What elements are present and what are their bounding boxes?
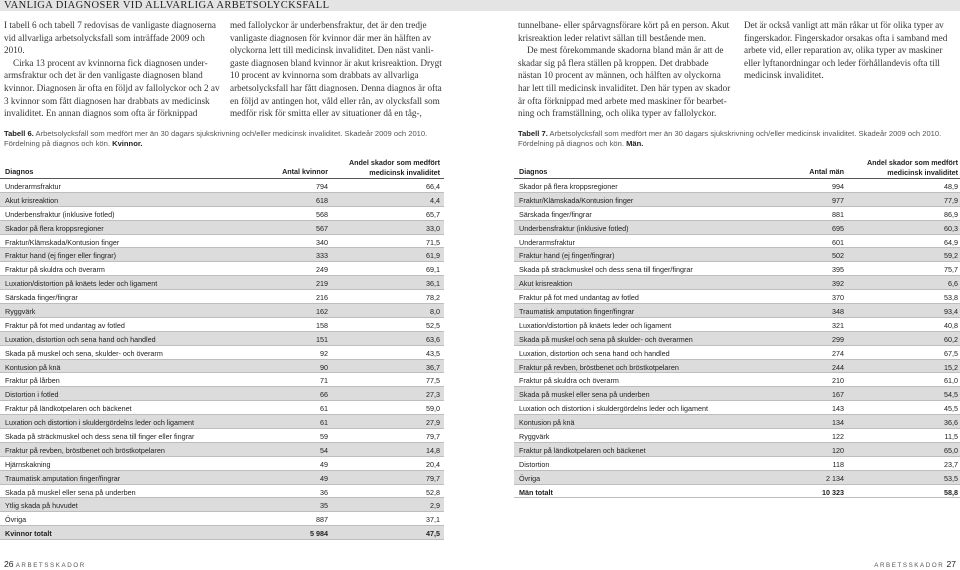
cell-andel: 15,2 (944, 362, 958, 372)
table-row (0, 262, 444, 276)
cell-diagnos: Fraktur/Klämskada/Kontusion finger (519, 195, 634, 205)
cell-andel: 64,9 (944, 237, 958, 247)
cell-diagnos: Kvinnor totalt (5, 529, 52, 539)
table-row (0, 179, 444, 193)
table-row (514, 415, 960, 429)
table-row (0, 346, 444, 360)
table-row (514, 221, 960, 235)
table-row (0, 248, 444, 262)
cell-antal: 568 (316, 209, 328, 219)
cell-antal: 695 (832, 223, 844, 233)
cell-andel: 61,9 (426, 251, 440, 261)
table-row (514, 318, 960, 332)
column-header-antal: Antal kvinnor (282, 167, 328, 176)
table-row (0, 498, 444, 512)
cell-andel: 75,7 (944, 265, 958, 275)
paragraph: tunnelbane- eller spårvagnsförare kört på en person. Akut krisreaktion leder relativt sällan till bestående men. (518, 20, 730, 43)
column-header-andel: Andel skador som medfört medicinsk invaliditet (348, 158, 440, 177)
footer-right (874, 559, 956, 569)
cell-diagnos: Luxation och distortion i skuldergördelns leder och ligament (5, 418, 194, 428)
cell-diagnos: Underarmsfraktur (519, 237, 575, 247)
cell-andel: 59,2 (944, 251, 958, 261)
table-row (514, 360, 960, 374)
cell-antal: 59 (320, 432, 328, 442)
cell-diagnos: Fraktur på fot med undantag av fotled (519, 293, 639, 303)
cell-diagnos: Distortion i fotled (5, 390, 59, 400)
cell-andel: 54,5 (944, 390, 958, 400)
cell-antal: 71 (320, 376, 328, 386)
cell-antal: 35 (320, 501, 328, 511)
cell-antal: 90 (320, 362, 328, 372)
cell-antal: 54 (320, 445, 328, 455)
footer-brand: ARBETSSKADOR (874, 562, 945, 569)
cell-antal: 333 (316, 251, 328, 261)
column-header-diagnos: Diagnos (5, 167, 34, 176)
cell-diagnos: Skada på muskel eller sena på underben (5, 487, 136, 497)
cell-andel: 20,4 (426, 459, 440, 469)
cell-diagnos: Underarmsfraktur (5, 182, 61, 191)
cell-antal: 118 (832, 459, 844, 469)
cell-diagnos: Skador på flera kroppsregioner (519, 182, 618, 191)
cell-diagnos: Skada på muskel och sena på skulder- och överarmen (519, 334, 693, 344)
table-row (514, 304, 960, 318)
cell-diagnos: Övriga (519, 473, 541, 483)
cell-antal: 36 (320, 487, 328, 497)
cell-antal: 392 (832, 279, 844, 289)
table-row (514, 193, 960, 207)
table-row (0, 429, 444, 443)
cell-antal: 158 (316, 320, 328, 330)
cell-andel: 6,6 (948, 279, 958, 289)
cell-diagnos: Luxation/distortion på knäets leder och ligament (5, 279, 158, 289)
table-row (0, 387, 444, 401)
cell-antal: 321 (832, 320, 844, 330)
cell-andel: 63,6 (426, 334, 440, 344)
cell-andel: 65,0 (944, 445, 958, 455)
table-row (514, 346, 960, 360)
table-row (514, 290, 960, 304)
cell-andel: 67,5 (944, 348, 958, 358)
cell-antal: 887 (316, 515, 328, 525)
cell-antal: 994 (832, 182, 844, 191)
cell-antal: 977 (832, 195, 844, 205)
cell-diagnos: Hjärnskakning (5, 459, 51, 469)
table-row (514, 207, 960, 221)
cell-andel: 47,5 (426, 529, 440, 539)
table-row (0, 304, 444, 318)
paragraph: De mest förekommande skadorna bland män är att de skadar sig på flera ställen på kroppen. Det drabbade nästan 10 procent av männen, och hälften av olyckorna har lett till medicinsk invaliditet. Den här typen av skador är ofta förknippad med arbete med maskiner för bearbetning och framställning, och olika typer av fallolyckor. (518, 45, 731, 119)
table-row (514, 443, 960, 457)
cell-andel: 11,5 (944, 432, 958, 442)
cell-antal: 162 (316, 307, 328, 317)
cell-antal: 395 (832, 265, 844, 275)
table-row (514, 248, 960, 262)
cell-diagnos: Fraktur på ländkotpelaren och bäckenet (519, 445, 646, 455)
cell-andel: 52,5 (426, 320, 440, 330)
table-7 (514, 160, 960, 498)
table-row (0, 457, 444, 471)
table-row (514, 235, 960, 249)
cell-andel: 65,7 (426, 209, 440, 219)
table-row (0, 332, 444, 346)
cell-diagnos: Fraktur på revben, bröstbenet och bröstkotpelaren (5, 445, 165, 455)
cell-diagnos: Luxation och distortion i skuldergördelns leder och ligament (519, 404, 708, 414)
table-header (0, 160, 444, 179)
cell-diagnos: Män totalt (519, 487, 553, 497)
cell-antal: 210 (832, 376, 844, 386)
cell-diagnos: Underbensfraktur (inklusive fotled) (519, 223, 629, 233)
cell-diagnos: Luxation, distortion och sena hand och handled (519, 348, 670, 358)
cell-diagnos: Särskada finger/fingrar (519, 209, 592, 219)
text-column-1 (4, 19, 220, 120)
cell-antal: 502 (832, 251, 844, 261)
cell-antal: 340 (316, 237, 328, 247)
cell-diagnos: Kontusion på knä (5, 362, 61, 372)
cell-diagnos: Fraktur på fot med undantag av fotled (5, 320, 125, 330)
table-row (0, 276, 444, 290)
cell-diagnos: Fraktur på lårben (5, 376, 60, 386)
cell-andel: 33,0 (426, 223, 440, 233)
text-column-2 (230, 19, 446, 120)
cell-andel: 60,3 (944, 223, 958, 233)
table-6 (0, 160, 444, 540)
cell-antal: 120 (832, 445, 844, 455)
cell-antal: 216 (316, 293, 328, 303)
table-row (0, 415, 444, 429)
cell-antal: 601 (832, 237, 844, 247)
caption-text: Arbetsolycksfall som medfört mer än 30 dagars sjukskrivning och/eller medicinsk invaliditet. Skadeår 2009 och 2010. Fördelning på diagnos och kön. (518, 129, 942, 148)
footer-brand: ARBETSSKADOR (15, 562, 86, 569)
cell-diagnos: Underbensfraktur (inklusive fotled) (5, 209, 115, 219)
cell-andel: 8,0 (430, 307, 440, 317)
cell-diagnos: Fraktur på skuldra och överarm (519, 376, 619, 386)
cell-andel: 48,9 (944, 182, 958, 191)
cell-diagnos: Skador på flera kroppsregioner (5, 223, 104, 233)
column-header-andel: Andel skador som medfört medicinsk invaliditet (866, 158, 958, 177)
cell-andel: 71,5 (426, 237, 440, 247)
cell-andel: 36,6 (944, 418, 958, 428)
table-row (0, 401, 444, 415)
cell-andel: 27,3 (426, 390, 440, 400)
cell-antal: 143 (832, 404, 844, 414)
cell-antal: 618 (316, 195, 328, 205)
cell-diagnos: Luxation/distortion på knäets leder och ligament (519, 320, 672, 330)
caption-text: Arbetsolycksfall som medfört mer än 30 dagars sjukskrivning och/eller medicinsk invaliditet. Skadeår 2009 och 2010. Fördelning på diagnos och kön. (4, 129, 428, 148)
caption-label: Tabell 7. (518, 129, 548, 138)
cell-andel: 58,8 (944, 487, 958, 497)
table-row (0, 512, 444, 526)
paragraph: I tabell 6 och tabell 7 redovisas de vanligaste diagnoserna vid allvarliga arbetsolycksfall som inträffade 2009 och 2010. (4, 20, 217, 56)
cell-antal: 370 (832, 293, 844, 303)
cell-diagnos: Fraktur på skuldra och överarm (5, 265, 105, 275)
cell-antal: 299 (832, 334, 844, 344)
cell-diagnos: Fraktur/Klämskada/Kontusion finger (5, 237, 120, 247)
table-row (514, 332, 960, 346)
cell-antal: 219 (316, 279, 328, 289)
cell-antal: 10 323 (822, 487, 844, 497)
table-row (0, 221, 444, 235)
cell-diagnos: Ryggvärk (519, 432, 550, 442)
table-row (0, 373, 444, 387)
cell-diagnos: Särskada finger/fingrar (5, 293, 78, 303)
cell-diagnos: Skada på muskel eller sena på underben (519, 390, 650, 400)
cell-diagnos: Distortion (519, 459, 550, 469)
cell-antal: 92 (320, 348, 328, 358)
cell-andel: 66,4 (426, 182, 440, 191)
cell-antal: 794 (316, 182, 328, 191)
paragraph: med fallolyckor är underbensfraktur, det är den tredje vanligaste diagnosen för kvinnor där mer än hälften av olyckorna lett till medicinsk invaliditet. Den näst vanligaste diagnosen bland kvinnor är akut krisreaktion. Drygt 10 procent av kvinnorna som drabbats av allvarliga arbetsolycksfall har fått diagnosen. Denna diagnos är ofta en följd av antingen hot, våld eller rån, av olycksfall som medför risk för smitta eller av situationer då en tåg-, (230, 20, 442, 119)
table-row (514, 401, 960, 415)
caption-label: Tabell 6. (4, 129, 34, 138)
table-row (0, 485, 444, 499)
text-column-3 (518, 19, 734, 120)
table-row (0, 360, 444, 374)
cell-andel: 69,1 (426, 265, 440, 275)
table-7-caption (518, 129, 948, 149)
cell-andel: 36,1 (426, 279, 440, 289)
cell-diagnos: Traumatisk amputation finger/fingrar (5, 473, 121, 483)
cell-diagnos: Fraktur på ländkotpelaren och bäckenet (5, 404, 132, 414)
table-6-caption (4, 129, 434, 149)
cell-andel: 40,8 (944, 320, 958, 330)
table-row (514, 387, 960, 401)
cell-diagnos: Övriga (5, 515, 27, 525)
cell-antal: 5 984 (310, 529, 328, 539)
cell-andel: 43,5 (426, 348, 440, 358)
table-row (0, 318, 444, 332)
table-row (514, 262, 960, 276)
cell-andel: 78,2 (426, 293, 440, 303)
cell-diagnos: Kontusion på knä (519, 418, 575, 428)
table-row (0, 443, 444, 457)
cell-diagnos: Fraktur hand (ej finger/fingrar) (519, 251, 615, 261)
caption-gender: Kvinnor. (112, 139, 143, 148)
cell-andel: 86,9 (944, 209, 958, 219)
cell-andel: 79,7 (426, 432, 440, 442)
header-bar (0, 0, 960, 11)
table-row (514, 179, 960, 193)
cell-andel: 36,7 (426, 362, 440, 372)
cell-antal: 49 (320, 459, 328, 469)
column-header-antal: Antal män (809, 167, 844, 176)
cell-andel: 4,4 (430, 195, 440, 205)
table-row (0, 290, 444, 304)
cell-diagnos: Traumatisk amputation finger/fingrar (519, 307, 635, 317)
cell-andel: 23,7 (944, 459, 958, 469)
table-row (0, 526, 444, 540)
cell-diagnos: Akut krisreaktion (519, 279, 573, 289)
cell-andel: 77,9 (944, 195, 958, 205)
cell-andel: 52,8 (426, 487, 440, 497)
cell-andel: 59,0 (426, 404, 440, 414)
cell-antal: 881 (832, 209, 844, 219)
cell-diagnos: Ytlig skada på huvudet (5, 501, 78, 511)
table-header (514, 160, 960, 179)
text-column-4 (744, 19, 960, 82)
page-number: 26 (4, 559, 14, 569)
cell-antal: 274 (832, 348, 844, 358)
cell-diagnos: Ryggvärk (5, 307, 36, 317)
cell-andel: 77,5 (426, 376, 440, 386)
paragraph: Cirka 13 procent av kvinnorna fick diagnosen underarmsfraktur och det är den vanligaste diagnosen bland kvinnor. Diagnosen är ofta en följd av fallolyckor och 2 av 3 kvinnor som fått diagnosen har drabbats av medicinsk invaliditet. En annan diagnos som ofta är förknippad (4, 57, 220, 119)
cell-antal: 2 134 (826, 473, 844, 483)
cell-antal: 49 (320, 473, 328, 483)
table-row (514, 457, 960, 471)
cell-andel: 14,8 (426, 445, 440, 455)
table-row (0, 207, 444, 221)
table-row (514, 276, 960, 290)
cell-antal: 167 (832, 390, 844, 400)
cell-diagnos: Skada på muskel och sena, skulder- och överarm (5, 348, 163, 358)
page-title: VANLIGA DIAGNOSER VID ALLVARLIGA ARBETSOLYCKSFALL (4, 0, 330, 11)
cell-antal: 151 (316, 334, 328, 344)
cell-antal: 61 (320, 404, 328, 414)
cell-diagnos: Fraktur hand (ej finger eller fingrar) (5, 251, 117, 261)
paragraph: Det är också vanligt att män råkar ut för olika typer av fingerskador. Fingerskador orsakas ofta i samband med arbete vid, eller reparation av, olika typer av maskiner eller lyftanordningar och leder förhållandevis ofta till medicinsk invaliditet. (744, 20, 948, 81)
cell-andel: 2,9 (430, 501, 440, 511)
cell-antal: 61 (320, 418, 328, 428)
cell-andel: 61,0 (944, 376, 958, 386)
cell-diagnos: Skada på sträckmuskel och dess sena till finger eller fingrar (5, 432, 195, 442)
page-number: 27 (946, 559, 956, 569)
cell-antal: 122 (832, 432, 844, 442)
cell-andel: 45,5 (944, 404, 958, 414)
cell-diagnos: Akut krisreaktion (5, 195, 59, 205)
cell-andel: 53,5 (944, 473, 958, 483)
cell-antal: 567 (316, 223, 328, 233)
cell-andel: 79,7 (426, 473, 440, 483)
cell-andel: 60,2 (944, 334, 958, 344)
table-row (514, 373, 960, 387)
cell-andel: 93,4 (944, 307, 958, 317)
cell-antal: 244 (832, 362, 844, 372)
cell-antal: 134 (832, 418, 844, 428)
cell-antal: 348 (832, 307, 844, 317)
table-row (514, 429, 960, 443)
table-row (514, 471, 960, 485)
cell-diagnos: Fraktur på revben, bröstbenet och bröstkotpelaren (519, 362, 679, 372)
table-row (0, 193, 444, 207)
cell-antal: 66 (320, 390, 328, 400)
column-header-diagnos: Diagnos (519, 167, 548, 176)
table-row (0, 471, 444, 485)
cell-diagnos: Luxation, distortion och sena hand och handled (5, 334, 156, 344)
table-row (0, 235, 444, 249)
cell-andel: 37,1 (426, 515, 440, 525)
cell-andel: 27,9 (426, 418, 440, 428)
cell-andel: 53,8 (944, 293, 958, 303)
caption-gender: Män. (626, 139, 644, 148)
cell-diagnos: Skada på sträckmuskel och dess sena till finger/fingrar (519, 265, 693, 275)
table-row (514, 485, 960, 499)
footer-left (4, 559, 86, 569)
cell-antal: 249 (316, 265, 328, 275)
